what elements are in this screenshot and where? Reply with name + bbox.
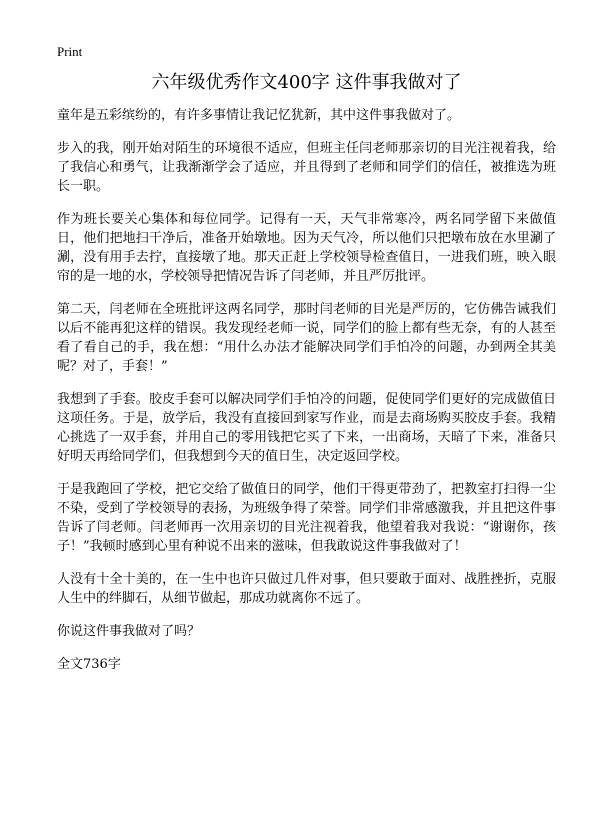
article-paragraph: 作为班长要关心集体和每位同学。记得有一天，天气非常寒冷，两名同学留下来做值日，他们把地扫干净后，准备开始墩地。因为天气冷，所以他们只把墩布放在水里涮了涮，没有用手去拧，直接墩了地。那天正赶上学校领导检查值日，一进我们班，映入眼帘的是一地的水，学校领导把情况告诉了闫老师，并且严厉批评。 (57, 212, 556, 284)
article-paragraph: 你说这件事我做对了吗？ (57, 624, 201, 639)
article-paragraph: 步入的我，刚开始对陌生的环境很不适应，但班主任闫老师那亲切的目光注视着我，给了我信心和勇气，让我渐渐学会了适应，并且得到了老师和同学们的信任，被推选为班长一职。 (57, 141, 556, 194)
print-link[interactable]: Print (57, 44, 83, 59)
article-title: 六年级优秀作文400字 这件事我做对了 (151, 72, 462, 93)
article-body (57, 106, 556, 641)
article-paragraph: 于是我跑回了学校，把它交给了做值日的同学，他们干得更带劲了，把教室打扫得一尘不染，受到了学校领导的表扬，为班级争得了荣誉。同学们非常感激我，并且把这件事告诉了闫老师。闫老师再一次用亲切的目光注视着我，他望着我对我说：“谢谢你，孩子！”我顿时感到心里有种说不出来的滋味，但我敢说这件事我做对了！ (57, 482, 556, 554)
article-paragraph: 第二天，闫老师在全班批评这两名同学，那时闫老师的目光是严厉的，它仿佛告诫我们以后不能再犯这样的错误。我发现经老师一说，同学们的脸上都有些无奈，有的人甚至看了看自己的手，我在想：“用什么办法才能解决同学们手怕冷的问题，办到两全其美呢？对了，手套！” (57, 302, 556, 374)
word-count: 全文736字 (57, 657, 121, 672)
article-paragraph: 人没有十全十美的，在一生中也许只做过几件对事，但只要敢于面对、战胜挫折，克服人生中的绊脚石，从细节做起，那成功就离你不远了。 (57, 572, 556, 606)
article-paragraph: 童年是五彩缤纷的，有许多事情让我记忆犹新，其中这件事我做对了。 (57, 108, 461, 123)
article-paragraph: 我想到了手套。胶皮手套可以解决同学们手怕冷的问题，促使同学们更好的完成做值日这项任务。于是，放学后，我没有直接回到家写作业，而是去商场购买胶皮手套。我精心挑选了一双手套，并用自己的零用钱把它买了下来，一出商场，天暗了下来，准备只好明天再给同学们，但我想到今天的值日生，决定返回学校。 (57, 392, 556, 464)
